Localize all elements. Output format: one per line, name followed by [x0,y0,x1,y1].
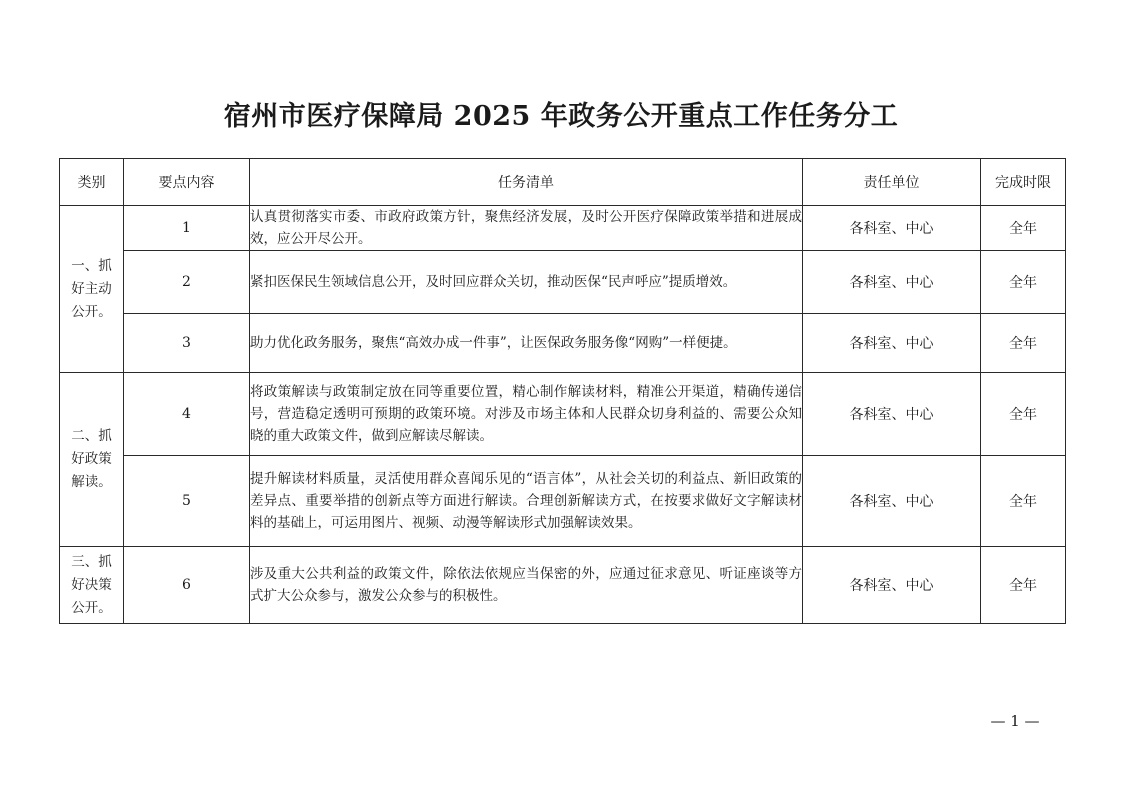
deadline: 全年 [981,314,1066,373]
table-row [60,547,1066,624]
header-task-list: 任务清单 [250,159,803,206]
table-row [60,314,1066,373]
table-row [60,456,1066,547]
task-description: 助力优化政务服务，聚焦“高效办成一件事”，让医保政务服务像“网购”一样便捷。 [250,314,803,373]
key-point-number: 1 [124,206,250,251]
deadline: 全年 [981,206,1066,251]
header-key-point: 要点内容 [124,159,250,206]
page-title: 宿州市医疗保障局 2025 年政务公开重点工作任务分工 [223,101,899,132]
header-deadline: 完成时限 [981,159,1066,206]
key-point-number: 3 [124,314,250,373]
category-line: 好政策 [71,451,112,467]
category-line: 公开。 [71,303,112,320]
category-line: 一、抓 [71,257,112,274]
category-line: 三、抓 [71,553,112,570]
responsible-unit: 各科室、中心 [803,251,981,314]
key-point-number: 2 [124,251,250,314]
responsible-unit: 各科室、中心 [803,547,981,624]
responsible-unit: 各科室、中心 [803,314,981,373]
deadline: 全年 [981,456,1066,547]
header-category: 类别 [60,159,124,206]
table-row [60,373,1066,456]
task-description: 提升解读材料质量，灵活使用群众喜闻乐见的“语言体”，从社会关切的利益点、新旧政策的差异点、重要举措的创新点等方面进行解读。合理创新解读方式，在按要求做好文字解读材料的基础上，可运用图片、视频、动漫等解读形式加强解读效果。 [250,456,803,547]
deadline: 全年 [981,251,1066,314]
task-description: 涉及重大公共利益的政策文件，除依法依规应当保密的外，应通过征求意见、听证座谈等方式扩大公众参与，激发公众参与的积极性。 [250,547,803,624]
key-point-number: 6 [124,547,250,624]
responsible-unit: 各科室、中心 [803,456,981,547]
category-line: 二、抓 [71,428,112,444]
responsible-unit: 各科室、中心 [803,373,981,456]
header-responsible-unit: 责任单位 [803,159,981,206]
category-line: 解读。 [71,474,112,490]
key-point-number: 5 [124,456,250,547]
task-table [59,158,1066,624]
task-description: 紧扣医保民生领域信息公开，及时回应群众关切，推动医保“民声呼应”提质增效。 [250,251,803,314]
table-row [60,206,1066,251]
category-line: 好决策 [71,576,112,593]
key-point-number: 4 [124,373,250,456]
task-description: 认真贯彻落实市委、市政府政策方针，聚焦经济发展，及时公开医疗保障政策举措和进展成效，应公开尽公开。 [250,206,803,251]
category-line: 好主动 [71,280,112,297]
deadline: 全年 [981,547,1066,624]
category-cell-2 [60,373,124,547]
task-description: 将政策解读与政策制定放在同等重要位置，精心制作解读材料，精准公开渠道，精确传递信号，营造稳定透明可预期的政策环境。对涉及市场主体和人民群众切身利益的、需要公众知晓的重大政策文件，做到应解读尽解读。 [250,373,803,456]
deadline: 全年 [981,373,1066,456]
category-cell-1 [60,206,124,373]
table-row [60,251,1066,314]
category-cell-3 [60,547,124,624]
category-line: 公开。 [71,599,112,616]
responsible-unit: 各科室、中心 [803,206,981,251]
table-header-row [60,159,1066,206]
page-number: — 1 — [990,712,1040,730]
